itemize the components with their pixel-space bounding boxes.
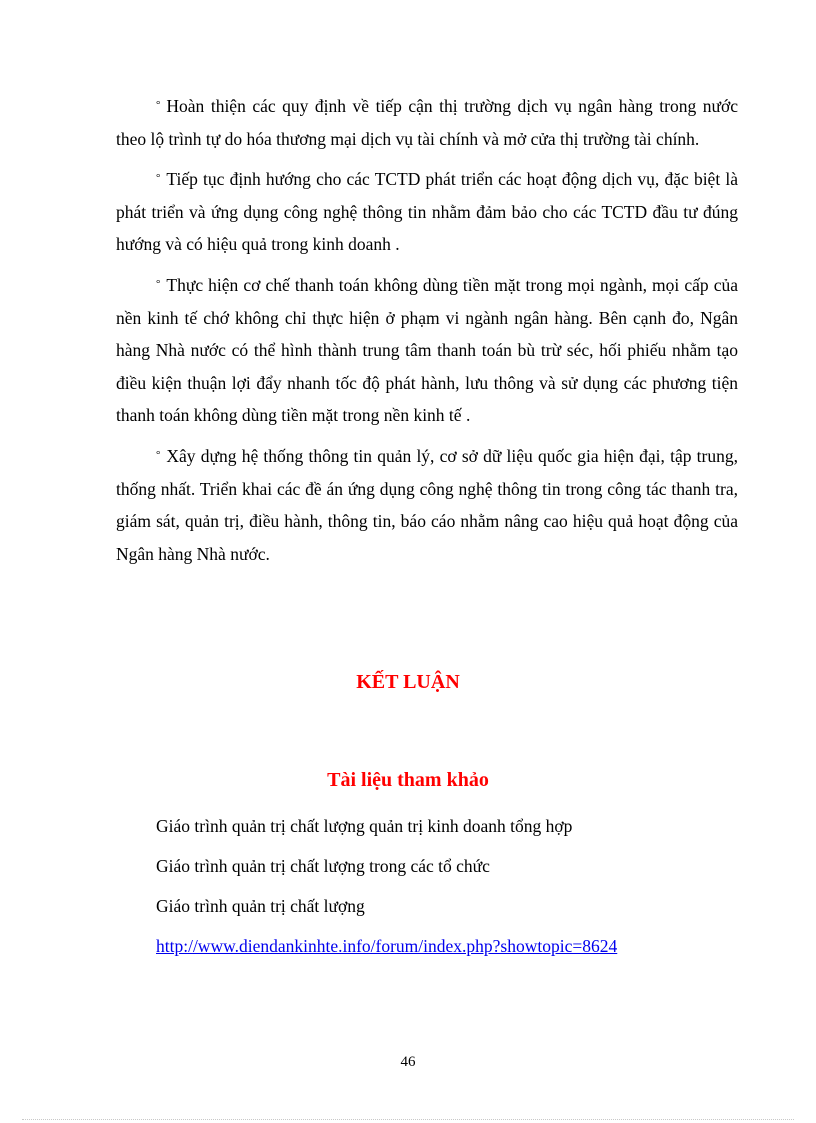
references-heading: Tài liệu tham khảo	[327, 769, 489, 791]
bullet-icon: °	[156, 172, 161, 185]
body-text	[116, 89, 738, 577]
reference-item: Giáo trình quản trị chất lượng quản trị kinh doanh tổng hợp	[156, 816, 573, 836]
paragraph-4	[116, 439, 738, 570]
page-divider	[22, 1119, 794, 1120]
reference-item: Giáo trình quản trị chất lượng trong các tổ chức	[156, 856, 490, 876]
paragraph-text: Xây dựng hệ thống thông tin quản lý, cơ sở dữ liệu quốc gia hiện đại, tập trung, thống nhất. Triển khai các đề án ứng dụng công nghệ thông tin trong công tác thanh tra, giám sát, quản trị, điều hành, thông tin, báo cáo nhằm nâng cao hiệu quả hoạt động của Ngân hàng Nhà nước.	[116, 445, 738, 564]
paragraph-1	[116, 89, 738, 155]
bullet-icon: °	[156, 99, 161, 111]
reference-link[interactable]: http://www.diendankinhte.info/forum/index.php?showtopic=8624	[156, 936, 618, 956]
paragraph-text: Hoàn thiện các quy định về tiếp cận thị trường dịch vụ ngân hàng trong nước theo lộ trình tự do hóa thương mại dịch vụ tài chính và mở cửa thị trường tài chính.	[116, 96, 738, 149]
reference-link-row	[156, 928, 617, 968]
paragraph-text: Tiếp tục định hướng cho các TCTD phát triển các hoạt động dịch vụ, đặc biệt là phát triển và ứng dụng công nghệ thông tin nhằm đảm bảo cho các TCTD đầu tư đúng hướng và có hiệu quả trong kinh doanh .	[116, 169, 738, 255]
paragraph-text: Thực hiện cơ chế thanh toán không dùng tiền mặt trong mọi ngành, mọi cấp của nền kinh tế chớ không chỉ thực hiện ở phạm vi ngành ngân hàng. Bên cạnh đo, Ngân hàng Nhà nước có thể hình thành trung tâm thanh toán bù trừ séc, hối phiếu nhằm tạo điều kiện thuận lợi đẩy nhanh tốc độ phát hành, lưu thông và sử dụng các phương tiện thanh toán không dùng tiền mặt trong nền kinh tế .	[116, 274, 738, 426]
bullet-icon: °	[156, 448, 161, 461]
page-number: 46	[400, 1054, 416, 1070]
reference-list	[156, 808, 617, 968]
bullet-icon: °	[156, 277, 161, 290]
conclusion-heading: KẾT LUẬN	[356, 671, 460, 693]
paragraph-3	[116, 268, 738, 432]
reference-item: Giáo trình quản trị chất lượng	[156, 896, 365, 916]
paragraph-2	[116, 162, 738, 261]
